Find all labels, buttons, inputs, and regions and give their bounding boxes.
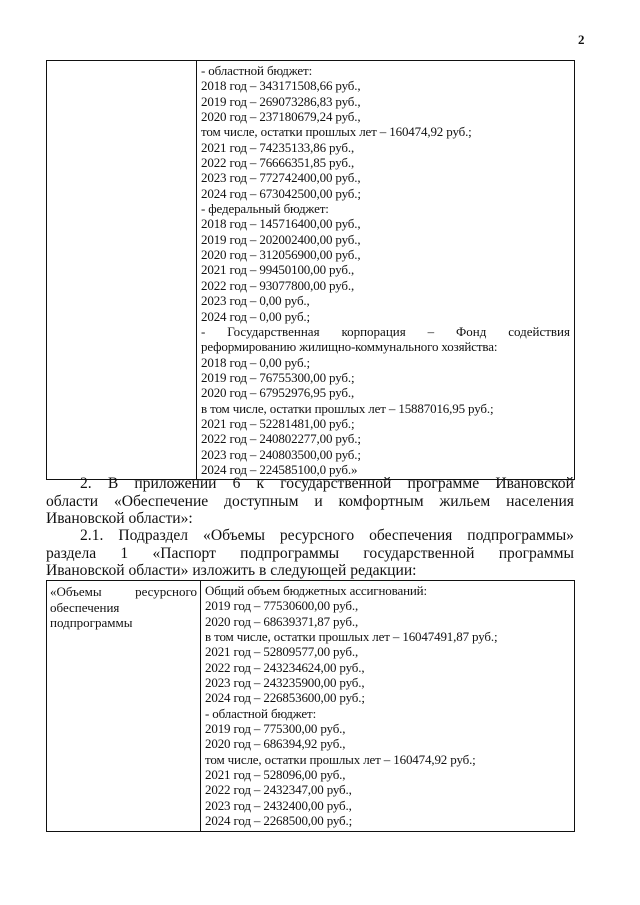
word: населения bbox=[506, 492, 574, 510]
corp-word: – bbox=[427, 323, 435, 339]
federal-2018: 2018 год – 145716400,00 руб., bbox=[201, 216, 361, 232]
corp-2023: 2023 год – 240803500,00 руб.; bbox=[201, 446, 361, 462]
paragraph-2-1-line-2 bbox=[46, 545, 574, 563]
regional2-2024: 2024 год – 2268500,00 руб.; bbox=[205, 813, 353, 829]
regional2-2021: 2021 год – 528096,00 руб., bbox=[205, 767, 346, 783]
word: 2. bbox=[80, 475, 92, 492]
label-word: «Объемы bbox=[50, 584, 102, 599]
word: Ивановской bbox=[495, 475, 574, 492]
word: программы bbox=[498, 544, 574, 562]
regional-2024: 2024 год – 673042500,00 руб.; bbox=[201, 185, 361, 201]
word: программе bbox=[407, 475, 480, 492]
federal-2019: 2019 год – 202002400,00 руб., bbox=[201, 231, 361, 247]
word: к bbox=[256, 475, 265, 492]
word: ресурсного bbox=[279, 527, 355, 544]
word: приложении bbox=[134, 475, 217, 492]
funding-table-continued bbox=[46, 60, 575, 480]
regional2-2020: 2020 год – 686394,92 руб., bbox=[205, 736, 346, 752]
word: подпрограммы bbox=[240, 544, 340, 562]
word: обеспечения bbox=[369, 527, 453, 544]
total-2019: 2019 год – 77530600,00 руб., bbox=[205, 598, 359, 614]
total-2021: 2021 год – 52809577,00 руб., bbox=[205, 644, 359, 660]
table2-left-cell bbox=[47, 581, 201, 832]
word: государственной bbox=[363, 544, 475, 562]
corp-2019: 2019 год – 76755300,00 руб.; bbox=[201, 369, 355, 385]
regional2-2023: 2023 год – 2432400,00 руб., bbox=[205, 797, 352, 813]
corp-2018: 2018 год – 0,00 руб.; bbox=[201, 354, 310, 370]
total-2020: 2020 год – 68639371,87 руб., bbox=[205, 613, 359, 629]
resource-volume-label-line1 bbox=[50, 584, 197, 600]
corp-word: содействия bbox=[508, 323, 570, 339]
word: государственной bbox=[280, 475, 392, 492]
federal-2024: 2024 год – 0,00 руб.; bbox=[201, 308, 310, 324]
corp-word: Государственная bbox=[227, 323, 320, 339]
total-budget-header: Общий объем бюджетных ассигнований: bbox=[205, 583, 427, 598]
paragraph-2-line-2 bbox=[46, 493, 574, 511]
word: подпрограммы» bbox=[467, 527, 574, 544]
word: «Обеспечение bbox=[113, 492, 209, 510]
regional-budget-header-2: - областной бюджет: bbox=[205, 705, 317, 721]
word: и bbox=[314, 492, 323, 510]
paragraph-2-1-line-3: Ивановской области» изложить в следующей редакции: bbox=[46, 562, 417, 579]
regional2-2022: 2022 год – 2432347,00 руб., bbox=[205, 782, 352, 798]
total-2022: 2022 год – 243234624,00 руб., bbox=[205, 659, 365, 675]
corp-word: корпорация bbox=[341, 323, 406, 339]
corp-2020-remainder: в том числе, остатки прошлых лет – 15887016,95 руб.; bbox=[201, 400, 494, 416]
corp-2021: 2021 год – 52281481,00 руб.; bbox=[201, 415, 355, 431]
table1-left-cell bbox=[47, 61, 197, 480]
funding-table-new bbox=[46, 580, 575, 832]
resource-volume-label-line2: обеспечения bbox=[50, 599, 120, 615]
federal-budget-header: - федеральный бюджет: bbox=[201, 201, 329, 217]
regional2-2020-remainder: том числе, остатки прошлых лет – 160474,92 руб.; bbox=[205, 751, 476, 767]
paragraph-2-line-1 bbox=[46, 475, 574, 493]
regional-2020-remainder: том числе, остатки прошлых лет – 160474,92 руб.; bbox=[201, 124, 472, 140]
regional-2021: 2021 год – 74235133,86 руб., bbox=[201, 139, 355, 155]
paragraph-2-line-3: Ивановской области»: bbox=[46, 510, 193, 527]
regional2-2019: 2019 год – 775300,00 руб., bbox=[205, 721, 346, 737]
regional-2022: 2022 год – 76666351,85 руб., bbox=[201, 155, 355, 171]
word: Подраздел bbox=[118, 527, 189, 544]
federal-2023: 2023 год – 0,00 руб., bbox=[201, 293, 310, 309]
word: 2.1. bbox=[80, 527, 104, 544]
word: раздела bbox=[46, 544, 97, 562]
word: 1 bbox=[120, 544, 129, 562]
regional-2023: 2023 год – 772742400,00 руб., bbox=[201, 170, 361, 186]
corp-word: - bbox=[201, 323, 206, 339]
word: комфортным bbox=[338, 492, 424, 510]
federal-2022: 2022 год – 93077800,00 руб., bbox=[201, 277, 355, 293]
corp-2024: 2024 год – 224585100,0 руб.» bbox=[201, 461, 358, 477]
table2-right-cell bbox=[201, 581, 575, 832]
table1-right-cell bbox=[197, 61, 575, 480]
federal-2020: 2020 год – 312056900,00 руб., bbox=[201, 247, 361, 263]
paragraph-2-1 bbox=[46, 527, 574, 580]
resource-volume-label-line3: подпрограммы bbox=[50, 615, 133, 630]
regional-2019: 2019 год – 269073286,83 руб., bbox=[201, 93, 361, 109]
paragraph-2-1-line-1 bbox=[46, 527, 574, 545]
word: «Паспорт bbox=[152, 544, 216, 562]
corp-2022: 2022 год – 240802277,00 руб.; bbox=[201, 431, 361, 447]
page-number: 2 bbox=[578, 32, 585, 47]
federal-2021: 2021 год – 99450100,00 руб., bbox=[201, 262, 355, 278]
word: области bbox=[46, 492, 99, 510]
regional-2018: 2018 год – 343171508,66 руб., bbox=[201, 78, 361, 94]
corp-fund-header-line2: реформированию жилищно-коммунального хозяйства: bbox=[201, 339, 498, 355]
total-2020-remainder: в том числе, остатки прошлых лет – 16047491,87 руб.; bbox=[205, 629, 498, 645]
corp-2020: 2020 год – 67952976,95 руб., bbox=[201, 385, 355, 401]
corp-word: Фонд bbox=[456, 323, 487, 339]
label-word: ресурсного bbox=[135, 584, 197, 599]
word: «Объемы bbox=[203, 527, 265, 544]
word: В bbox=[107, 475, 119, 492]
total-2023: 2023 год – 243235900,00 руб., bbox=[205, 675, 365, 691]
total-2024: 2024 год – 226853600,00 руб.; bbox=[205, 690, 365, 706]
regional-2020: 2020 год – 237180679,24 руб., bbox=[201, 109, 361, 125]
corp-fund-header-line1 bbox=[201, 324, 570, 339]
paragraph-2 bbox=[46, 475, 574, 528]
word: жильем bbox=[439, 492, 491, 510]
regional-budget-header: - областной бюджет: bbox=[201, 63, 313, 78]
word: доступным bbox=[224, 492, 299, 510]
word: 6 bbox=[232, 475, 241, 492]
